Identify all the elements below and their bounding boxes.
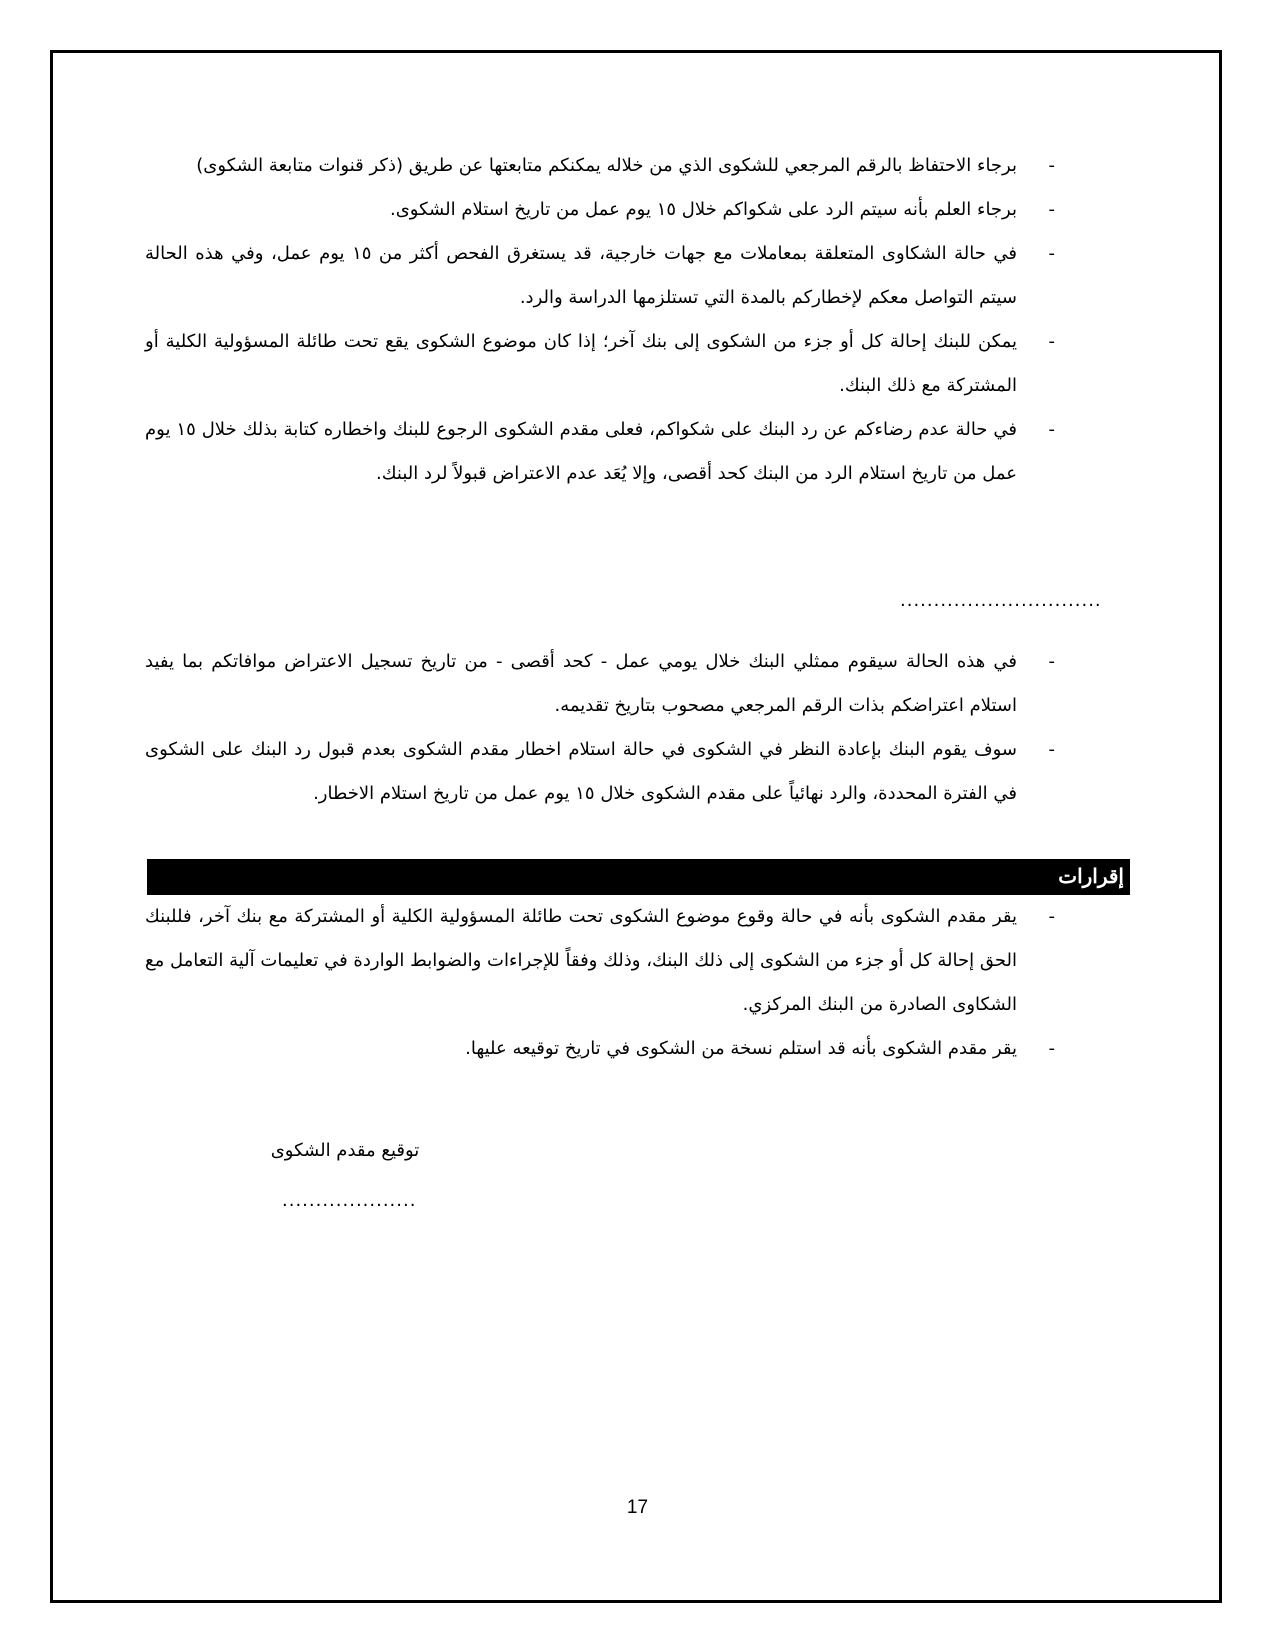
notes-list [145,144,1055,496]
page-number: 17 [626,1497,649,1518]
list-item-text: يمكن للبنك إحالة كل أو جزء من الشكوى إلى بنك آخر؛ إذا كان موضوع الشكوى يقع تحت طائلة المسؤولية الكلية أو المشتركة مع ذلك البنك. [145,331,1017,396]
bullet-dash: - [1048,739,1055,760]
list-item-text: في حالة عدم رضاءكم عن رد البنك على شكواكم، فعلى مقدم الشكوى الرجوع للبنك واخطاره كتابة بذلك خلال ١٥ يوم عمل من تاريخ استلام الرد من البنك كحد أقصى، وإلا يُعَد عدم الاعتراض قبولاً لرد البنك. [145,419,1017,484]
bullet-dash: - [1048,243,1055,264]
bullet-dash: - [1048,331,1055,352]
bullet-dash: - [1048,419,1055,440]
bullet-dash: - [1048,155,1055,176]
section-title: إقرارات [1058,866,1124,888]
list-item [145,188,1055,232]
list-item-text: في حالة الشكاوى المتعلقة بمعاملات مع جهات خارجية، قد يستغرق الفحص أكثر من ١٥ يوم عمل، وفي هذه الحالة سيتم التواصل معكم لإخطاركم بالمدة التي تستلزمها الدراسة والرد. [145,243,1018,308]
list-item [145,144,1055,188]
signature-line: .................... [282,1190,417,1211]
bullet-dash: - [1048,199,1055,220]
list-item-text: يقر مقدم الشكوى بأنه في حالة وقوع موضوع الشكوى تحت طائلة المسؤولية الكلية أو المشتركة مع بنك آخر، فللبنك الحق إحالة كل أو جزء من الشكوى إلى ذلك البنك، وذلك وفقاً للإجراءات والضوابط الواردة في تعليمات آلية التعامل مع الشكاوى الصادرة من البنك المركزي. [145,906,1017,1015]
bullet-dash: - [1048,651,1055,672]
list-item-text: سوف يقوم البنك بإعادة النظر في الشكوى في حالة استلام اخطار مقدم الشكوى بعدم قبول رد البنك على الشكوى في الفترة المحددة، والرد نهائياً على مقدم الشكوى خلال ١٥ يوم عمل من تاريخ استلام الاخطار. [145,739,1017,804]
list-item [145,640,1055,728]
list-item [145,728,1055,816]
list-item [145,320,1055,408]
list-item [145,1027,1055,1071]
list-item-text: برجاء العلم بأنه سيتم الرد على شكواكم خلال ١٥ يوم عمل من تاريخ استلام الشكوى. [390,199,1017,220]
bullet-dash: - [1048,906,1055,927]
list-item [145,895,1055,1027]
declarations-list [145,895,1055,1071]
section-header-bar [147,859,1130,895]
list-item-text: برجاء الاحتفاظ بالرقم المرجعي للشكوى الذي من خلاله يمكنكم متابعتها عن طريق (ذكر قنوات متابعة الشكوى) [196,155,1017,176]
dotted-separator: .............................. [900,590,1102,611]
list-item [145,232,1055,320]
list-item-text: في هذه الحالة سيقوم ممثلي البنك خلال يومي عمل - كحد أقصى - من تاريخ تسجيل الاعتراض موافاتكم بما يفيد استلام اعتراضكم بذات الرقم المرجعي مصحوب بتاريخ تقديمه. [145,651,1017,716]
list-item [145,408,1055,496]
list-item-text: يقر مقدم الشكوى بأنه قد استلم نسخة من الشكوى في تاريخ توقيعه عليها. [465,1038,1017,1059]
bullet-dash: - [1048,1038,1055,1059]
objection-list [145,640,1055,816]
signature-label: توقيع مقدم الشكوى [270,1140,420,1161]
